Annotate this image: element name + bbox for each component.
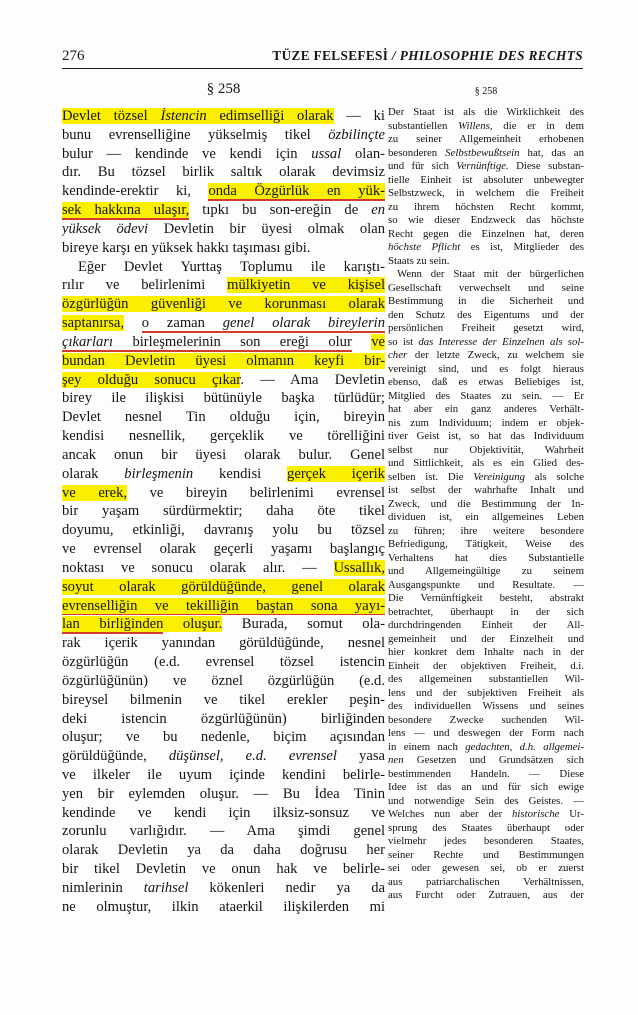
text-segment: lens und der subjektiven Freiheit als xyxy=(388,686,584,699)
text-segment: dır. Bu tözsel birlik saltık olarak devimsiz xyxy=(62,164,385,181)
text-segment: kökenleri nedir ya da xyxy=(188,879,385,896)
text-line xyxy=(388,565,584,579)
text-line xyxy=(62,163,385,182)
text-line xyxy=(62,559,385,578)
highlighted-text: İstencin xyxy=(160,108,207,124)
text-line xyxy=(62,107,385,126)
text-line xyxy=(62,239,385,258)
highlighted-text: genel olarak bireylerin xyxy=(222,315,385,332)
text-line xyxy=(388,201,584,215)
text-segment: Befriedigung, Tätigkeit, Weise des xyxy=(388,538,584,550)
text-segment: seiner Rechte und Bestimmungen xyxy=(388,848,584,861)
text-line xyxy=(388,673,584,687)
text-segment: ebenso, daß es etwas Beliebiges ist, xyxy=(388,376,584,388)
text-line xyxy=(388,106,584,120)
text-line xyxy=(388,714,584,728)
text-line xyxy=(388,268,584,282)
text-segment: zu ihrem höchsten Recht kommt, xyxy=(388,200,584,213)
text-line xyxy=(62,653,385,672)
text-segment: lens — und deswegen der Form nach xyxy=(388,727,584,739)
paragraph xyxy=(62,258,385,917)
highlighted-text: lan birliğinden xyxy=(62,616,164,633)
text-line xyxy=(62,521,385,540)
highlighted-text: mülkiyetin ve kişisel xyxy=(227,277,385,294)
text-line xyxy=(388,646,584,660)
text-segment: Gesellschaft verwechselt und seine xyxy=(388,281,584,294)
text-segment: oluşur; ve bu nedenle, biçim açısından xyxy=(62,729,385,746)
text-segment: Gesetzen und Grundsätzen sich xyxy=(403,754,584,766)
text-segment: aus Furcht oder Zutrauen, aus der xyxy=(388,889,584,901)
book-title-italic: / PHILOSOPHIE DES RECHTS xyxy=(392,48,583,63)
text-segment: doyumu, etkinliği, davranış yolu bu tözsel xyxy=(62,522,385,539)
text-line xyxy=(388,538,584,552)
text-segment: birey ile ilişkisi bütünüyle başka türlüdür; xyxy=(62,390,385,407)
text-segment: en xyxy=(371,202,385,219)
text-segment: Zweck, und die Bestimmung der In- xyxy=(388,497,584,510)
text-line xyxy=(388,309,584,323)
highlighted-text: soyut olarak görüldüğünde, genel olarak xyxy=(62,578,385,595)
text-segment: tiver Geist ist, so hat das Individuum xyxy=(388,430,584,442)
text-segment: yüksek ödevi xyxy=(62,220,149,237)
text-segment: . — Ama Devletin xyxy=(240,371,385,388)
text-line xyxy=(62,276,385,295)
text-segment: Vereinigung xyxy=(473,470,525,483)
text-line xyxy=(388,457,584,471)
text-segment: nis zum Individuum; indem er objek- xyxy=(388,416,584,429)
text-line xyxy=(62,201,385,220)
text-segment: des individuellen Wissens und seines xyxy=(388,700,584,712)
highlighted-text: çıkarları xyxy=(62,333,114,350)
text-segment: Devletin bir üyesi olmak olan xyxy=(148,220,385,237)
text-segment: sei oder gewesen sei, ob er zuerst xyxy=(388,862,584,874)
text-segment: ve evrensel olarak geçerli yaşamı başlangıç xyxy=(62,541,385,558)
highlighted-text: ve xyxy=(371,333,385,350)
text-segment: hier konkret dem Inhalte nach in der xyxy=(388,646,584,658)
turkish-text-body xyxy=(62,107,385,917)
text-segment: Burada, somut ola- xyxy=(222,616,385,633)
text-segment: als solche xyxy=(525,470,584,483)
text-segment: das Interesse der Einzelnen als sol- xyxy=(418,335,584,348)
text-line xyxy=(62,352,385,371)
text-segment: gemeinheit und der Einzelheit und xyxy=(388,632,584,645)
text-segment: birleşmenin xyxy=(124,465,194,482)
text-segment: Einheit der objektiven Freiheit, d.i. xyxy=(388,659,584,672)
text-line xyxy=(388,187,584,201)
text-segment xyxy=(352,334,371,350)
text-segment: so wie dieser Endzweck das höchste xyxy=(388,214,584,226)
text-line xyxy=(62,615,385,634)
text-line xyxy=(62,258,385,277)
text-segment: Die Vernünftigkeit besteht, abstrakt xyxy=(388,592,584,604)
text-line xyxy=(388,160,584,174)
text-segment: besonderen xyxy=(388,146,446,159)
text-line xyxy=(62,295,385,314)
text-segment: ve ilkeler ile uyum içinde kendini belirle- xyxy=(62,766,385,783)
text-line xyxy=(388,228,584,242)
text-line xyxy=(62,408,385,427)
text-line xyxy=(388,444,584,458)
text-segment: nimlerinin xyxy=(62,879,144,896)
text-segment: selbst nur Objektivität, Wahrheit xyxy=(388,443,584,456)
text-line xyxy=(388,781,584,795)
german-original-column xyxy=(388,86,584,903)
text-segment: Ur- xyxy=(559,808,584,820)
text-segment: vielmehr jedes besonderen Staates, xyxy=(388,835,584,847)
text-segment: deki istencin özgürlüğünün) birliğinden xyxy=(62,710,385,727)
text-line xyxy=(388,889,584,903)
text-line xyxy=(62,879,385,898)
text-segment: und für sich xyxy=(388,160,457,172)
text-segment: ve bireyin belirlenimi evrensel xyxy=(127,484,385,501)
text-segment: düşünsel, e.d. evrensel xyxy=(168,748,337,765)
text-segment: die er in dem xyxy=(492,119,584,132)
text-line xyxy=(388,876,584,890)
text-line xyxy=(62,710,385,729)
text-line xyxy=(388,322,584,336)
text-segment: aus patriarchalischen Verhältnissen, xyxy=(388,875,584,888)
text-line xyxy=(62,728,385,747)
text-line xyxy=(388,430,584,444)
highlighted-text: o zaman xyxy=(141,315,223,332)
text-line xyxy=(62,540,385,559)
text-segment: Willens, xyxy=(458,119,493,132)
text-line xyxy=(388,795,584,809)
text-line xyxy=(388,768,584,782)
text-line xyxy=(388,133,584,147)
text-segment: Mitglied des Staates zu sein. — Er xyxy=(388,389,584,402)
text-segment: Idee ist das an und für sich ewige xyxy=(388,781,584,793)
text-segment: kendisi xyxy=(193,465,288,482)
text-segment: selben ist. Die xyxy=(388,470,474,483)
text-segment: tıpkı bu son-ereğin de xyxy=(189,202,372,219)
text-line xyxy=(388,390,584,404)
text-line xyxy=(388,349,584,363)
text-segment: in einem nach xyxy=(388,740,466,753)
text-segment: cher xyxy=(388,349,408,361)
text-segment: ussal xyxy=(311,145,342,162)
german-text-body xyxy=(388,106,584,903)
text-segment: historische xyxy=(512,808,560,820)
text-segment: vereinigt sind, und es folgt hieraus xyxy=(388,362,584,375)
highlighted-text: Ussallık, xyxy=(333,559,385,576)
text-line xyxy=(62,427,385,446)
text-line xyxy=(388,363,584,377)
text-segment: sprung des Staates überhaupt oder xyxy=(388,821,584,834)
text-line xyxy=(62,804,385,823)
text-line xyxy=(388,511,584,525)
text-segment: zu seiner Allgemeinheit erhobenen xyxy=(388,133,584,145)
text-line xyxy=(388,295,584,309)
text-segment: Vernünftige. xyxy=(456,160,509,172)
text-segment: gedachten, d.h. allgemei- xyxy=(465,740,584,753)
text-line xyxy=(388,471,584,485)
text-line xyxy=(388,255,584,269)
text-line xyxy=(62,860,385,879)
text-segment: bir tikel Devletin ve onun hak ve belirle- xyxy=(62,861,385,878)
text-line xyxy=(62,822,385,841)
text-segment: bir yaşam sürdürmektir; daha öte tikel xyxy=(62,503,385,520)
highlighted-text: bundan Devletin üyesi olmanın keyfi bir- xyxy=(62,352,385,369)
text-segment: Verhaltens hat dies Substantielle xyxy=(388,551,584,564)
text-segment: — ki xyxy=(333,108,385,124)
highlighted-text: edimselliği olarak xyxy=(206,108,334,124)
book-title-main: TÜZE FELSEFESİ xyxy=(272,48,393,63)
text-line xyxy=(388,687,584,701)
paragraph xyxy=(388,106,584,268)
text-line xyxy=(62,333,385,352)
paragraph xyxy=(62,107,385,258)
text-segment: ist selbst der wahrhafte Inhalt und xyxy=(388,484,584,496)
text-line xyxy=(62,145,385,164)
text-line xyxy=(388,592,584,606)
text-line xyxy=(388,417,584,431)
text-segment: rılır ve belirlenimi xyxy=(62,277,228,294)
text-line xyxy=(388,741,584,755)
running-header xyxy=(62,48,583,69)
text-segment: höchste Pflicht xyxy=(388,241,461,253)
text-line xyxy=(388,498,584,512)
text-segment: Bestimmung in die Sicherheit und xyxy=(388,295,584,307)
text-line xyxy=(388,336,584,350)
highlighted-text: evrenselliğin ve tekilliğin baştan sona yayı- xyxy=(62,597,385,614)
text-line xyxy=(62,389,385,408)
text-line xyxy=(388,579,584,593)
text-segment: olarak xyxy=(62,465,125,482)
text-segment: kendisi nesnellik, gerçeklik ve törelliğini xyxy=(62,428,385,445)
text-segment: den Schutz des Eigentums und der xyxy=(388,308,584,321)
text-segment: so ist xyxy=(388,335,419,348)
text-segment: zorunlu varlığıdır. — Ama şimdi genel xyxy=(62,823,385,840)
text-segment: Selbstbewußtsein xyxy=(445,146,520,159)
text-segment: des allgemeinen substantiellen Wil- xyxy=(388,673,584,685)
text-line xyxy=(388,376,584,390)
text-line xyxy=(388,822,584,836)
text-segment: ancak onun bir üyesi olarak bulur. Genel xyxy=(62,446,385,463)
text-segment: betrachtet, überhaupt in der sich xyxy=(388,605,584,618)
text-segment: rak içerik yanından görüldüğünde, nesnel xyxy=(62,635,385,652)
text-line xyxy=(62,220,385,239)
text-line xyxy=(388,835,584,849)
text-segment: ne olmuştur, ilkin ataerkil ilişkilerden mi xyxy=(62,898,385,915)
text-line xyxy=(62,126,385,145)
text-segment: kendinde-erektir ki, xyxy=(62,183,209,200)
text-segment: und notwendige Sein des Geistes. — xyxy=(388,794,584,807)
text-line xyxy=(62,785,385,804)
highlighted-text: sek hakkına ulaşır, xyxy=(62,202,190,219)
book-title xyxy=(272,48,583,64)
text-segment: özgürlüğünün) ve öznel özgürlüğün (e.d. xyxy=(62,672,385,689)
section-heading-right: § 258 xyxy=(474,86,498,97)
text-line xyxy=(388,147,584,161)
text-line xyxy=(388,282,584,296)
text-line xyxy=(388,700,584,714)
text-segment: tielle Einheit ist absoluter unbewegter xyxy=(388,173,584,186)
text-segment: Devlet nesnel Tin olduğu için, bireyin xyxy=(62,409,385,426)
text-line xyxy=(62,446,385,465)
text-segment: olarak Devletin ya da daha doğrusu her xyxy=(62,842,385,859)
text-line xyxy=(388,862,584,876)
text-segment: zu führen; ihre weitere besondere xyxy=(388,524,584,537)
highlighted-text: oluşur. xyxy=(163,616,223,633)
text-line xyxy=(62,898,385,917)
highlighted-text: gerçek içerik xyxy=(287,465,385,482)
text-line xyxy=(388,727,584,741)
text-segment: hat aber ein ganz anderes Verhält- xyxy=(388,403,584,415)
text-segment: Ausgangspunkte und Resultate. — xyxy=(388,578,584,591)
text-line xyxy=(388,484,584,498)
highlighted-text: ve erek, xyxy=(62,484,128,501)
text-segment: substantiellen xyxy=(388,119,459,132)
text-line xyxy=(62,597,385,616)
text-line xyxy=(62,578,385,597)
text-segment: bestimmenden Handeln. — Diese xyxy=(388,767,584,780)
text-segment: hat, das an xyxy=(519,146,584,159)
page-number: 276 xyxy=(62,48,85,64)
text-segment xyxy=(124,315,142,331)
text-segment: özgürlüğün (e.d. evrensel tözsel istencin xyxy=(62,654,385,671)
text-line xyxy=(62,747,385,766)
text-segment: Welches nun aber der xyxy=(388,808,513,820)
text-segment: Staats zu sein. xyxy=(388,254,450,267)
text-line xyxy=(388,525,584,539)
text-segment: persönlichen Freiheit gesetzt wird, xyxy=(388,322,584,334)
text-segment: der letzte Zweck, zu welchem sie xyxy=(407,349,584,361)
text-segment: durchdringenden Einheit der All- xyxy=(388,619,584,631)
text-line xyxy=(388,619,584,633)
text-segment: es ist, Mitglieder des xyxy=(460,241,584,253)
text-line xyxy=(388,754,584,768)
text-segment: Der Staat ist als die Wirklichkeit des xyxy=(388,106,584,118)
text-line xyxy=(388,633,584,647)
text-line xyxy=(388,606,584,620)
text-line xyxy=(62,465,385,484)
text-line xyxy=(62,841,385,860)
text-segment: bunu evrenselliğine yükselmiş tikel xyxy=(62,126,329,143)
text-segment: Diese substan- xyxy=(508,160,584,172)
text-segment: bulur — kendinde ve kendi için xyxy=(62,145,312,162)
text-segment: görüldüğünde, xyxy=(62,748,169,765)
text-line xyxy=(388,849,584,863)
text-line xyxy=(62,502,385,521)
text-segment: besondere Zwecke suchenden Wil- xyxy=(388,713,584,726)
text-segment: tarihsel xyxy=(143,879,189,896)
text-line xyxy=(62,314,385,333)
text-line xyxy=(388,808,584,822)
highlighted-text: şey olduğu sonucu çıkar xyxy=(62,371,241,388)
text-line xyxy=(62,766,385,785)
text-line xyxy=(388,403,584,417)
text-segment: und Sittlichkeit, als es ein Glied des- xyxy=(388,457,584,469)
text-segment: noktası ve sonucu olarak alır. — xyxy=(62,559,334,576)
text-segment: yasa xyxy=(336,748,385,765)
text-line xyxy=(388,174,584,188)
text-segment: Eğer Devlet Yurttaş Toplumu ile karıştı- xyxy=(78,258,385,275)
highlighted-text: Devlet tözsel xyxy=(62,108,161,124)
paragraph xyxy=(388,268,584,903)
highlighted-text: saptanırsa, xyxy=(62,315,125,332)
section-heading-left: § 258 xyxy=(206,81,241,97)
text-line xyxy=(388,660,584,674)
text-segment: kendinde ve kendi için ilksiz-sonsuz ve xyxy=(62,804,385,821)
text-line xyxy=(388,120,584,134)
text-segment: olan- xyxy=(341,145,385,162)
highlighted-text: birleşmelerinin son ereği olur xyxy=(113,333,352,350)
text-line xyxy=(62,634,385,653)
highlighted-text: onda Özgürlük en yük- xyxy=(208,183,385,200)
text-segment: Recht gegen die Einzelnen hat, deren xyxy=(388,227,584,240)
text-line xyxy=(62,484,385,503)
text-line xyxy=(388,214,584,228)
text-segment: bireysel bilmenin ve tikel erekler peşin- xyxy=(62,691,385,708)
text-segment: nen xyxy=(388,754,404,766)
text-segment: Wenn der Staat mit der bürgerlichen xyxy=(397,268,584,280)
text-line xyxy=(62,371,385,390)
text-line xyxy=(388,552,584,566)
text-segment: özbilinçte xyxy=(328,126,385,143)
text-line xyxy=(388,241,584,255)
text-segment: und Allgemeingültige zu seinem xyxy=(388,565,584,577)
text-segment: yen bir eylemden oluşur. — Bu İdea Tinin xyxy=(62,785,385,802)
text-line xyxy=(62,672,385,691)
text-segment: bireye karşı en yüksek hakkı taşıması gibi. xyxy=(62,239,311,256)
highlighted-text: özgürlüğün güvenliği ve korunması olarak xyxy=(62,296,385,313)
text-segment: dividuen ist, ein allgemeines Leben xyxy=(388,511,584,523)
text-segment: Selbstzweck, in welchem die Freiheit xyxy=(388,187,584,199)
turkish-translation-column xyxy=(62,81,385,917)
text-line xyxy=(62,182,385,201)
text-line xyxy=(62,691,385,710)
